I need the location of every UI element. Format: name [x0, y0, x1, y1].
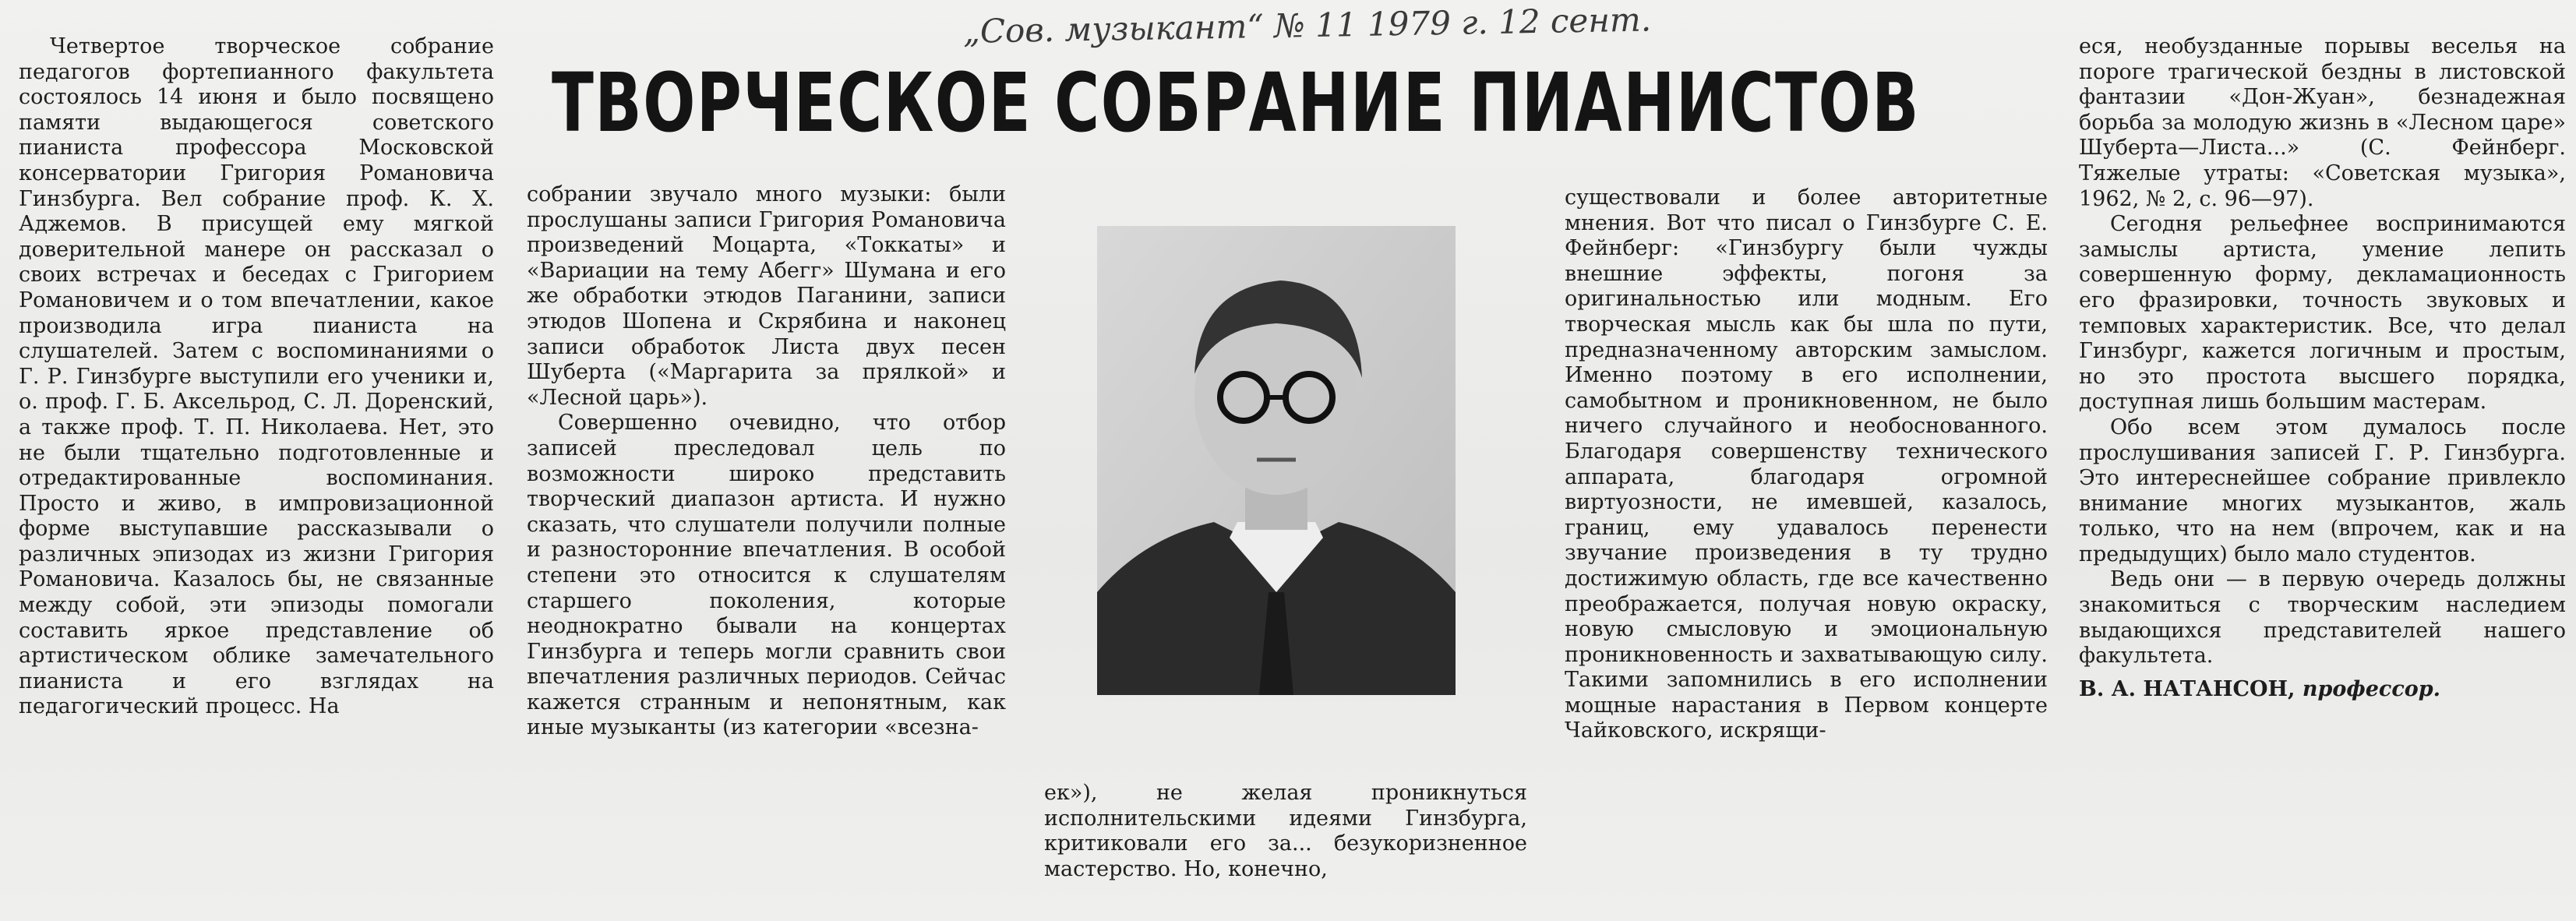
article-column-5: [2079, 34, 2566, 919]
portrait-photo: [1097, 226, 1456, 695]
paragraph: Обо всем этом думалось после прослушивания записей Г. Р. Гинзбурга. Это интереснейшее собрание привлекло внимание многих музыкантов, жаль только, что на нем (впрочем, как и на предыдущих) было мало студентов.: [2079, 415, 2566, 566]
paragraph: существовали и более авторитетные мнения. Вот что писал о Гинзбурге С. Е. Фейнберг: «Гинзбургу были чужды внешние эффекты, погоня за оригинальностью или модным. Его творческая мысль как бы шла по пути, предназначенному авторским замыслом. Именно поэтому в его исполнении, самобытном и проникновенном, не было ничего случайного и необоснованного. Благодаря совершенству технического аппарата, благодаря огромной виртуозности, не имевшей, казалось, границ, ему удавалось перенести звучание произведения в ту трудно достижимую область, где все качественно преображается, получая новую окраску, новую смысловую и эмоциональную проникновенность и захватывающую силу. Такими запомнились в его исполнении мощные нарастания в Первом концерте Чайковского, искрящи-: [1565, 185, 2048, 743]
article-column-3: [1044, 781, 1527, 919]
article-column-4: [1565, 185, 2048, 919]
handwritten-source-note: „Сов. музыкант“ № 11 1979 г. 12 сент.: [962, 0, 1652, 51]
paragraph: еся, необузданные порывы веселья на пороге трагической бездны в листовской фантазии «Дон-Жуан», безнадежная борьба за молодую жизнь в «Лесном царе» Шуберта—Листа...» (С. Фейнберг. Тяжелые утраты: «Советская музыка», 1962, № 2, с. 96—97).: [2079, 34, 2566, 211]
author-title: профессор.: [2302, 676, 2441, 701]
article-column-1: [19, 34, 494, 919]
portrait-photo-icon: [1097, 226, 1456, 695]
paragraph: ек»), не желая проникнуться исполнительскими идеями Гинзбурга, критиковали его за... безукоризненное мастерство. Но, конечно,: [1044, 781, 1527, 881]
article-headline: ТВОРЧЕСКОЕ СОБРАНИЕ ПИАНИСТОВ: [552, 55, 1921, 150]
paragraph: Совершенно очевидно, что отбор записей преследовал цель по возможности широко представить творческий диапазон артиста. И нужно сказать, что слушатели получили полные и разносторонние впечатления. В особой степени это относится к слушателям старшего поколения, которые неоднократно бывали на концертах Гинзбурга и теперь могли сравнить свои впечатления различных периодов. Сейчас кажется странным и непонятным, как иные музыканты (из категории «всезна-: [527, 411, 1006, 740]
paragraph: собрании звучало много музыки: были прослушаны записи Григория Романовича произведений Моцарта, «Токкаты» и «Вариации на тему Абегг» Шумана и его же обработки этюдов Паганини, записи этюдов Шопена и Скрябина и наконец записи обработок Листа двух песен Шуберта («Маргарита за прялкой» и «Лесной царь»).: [527, 182, 1006, 410]
article-column-2: [527, 182, 1006, 919]
paragraph: Сегодня рельефнее воспринимаются замыслы артиста, умение лепить совершенную форму, декламационность его фразировки, точность звуковых и темповых характеристик. Все, что делал Гинзбург, кажется логичным и простым, но это простота высшего порядка, доступная лишь большим мастерам.: [2079, 212, 2566, 415]
paragraph: Четвертое творческое собрание педагогов фортепианного факультета состоялось 14 июня и было посвящено памяти выдающегося советского пианиста профессора Московской консерватории Григория Романовича Гинзбурга. Вел собрание проф. К. Х. Аджемов. В присущей ему мягкой доверительной манере он рассказал о своих встречах и беседах с Григорием Романовичем и о том впечатлении, какое производила игра пианиста на слушателей. Затем с воспоминаниями о Г. Р. Гинзбурге выступили его ученики и, о. проф. Г. Б. Аксельрод, С. Л. Доренский, а также проф. Т. П. Николаева. Нет, это не были тщательно подготовленные и отредактированные воспоминания. Просто и живо, в импровизационной форме выступавшие рассказывали о различных эпизодах из жизни Григория Романовича. Казалось бы, не связанные между собой, эти эпизоды помогали составить яркое представление об артистическом облике замечательного пианиста и его взглядах на педагогический процесс. На: [19, 34, 494, 719]
author-name: В. А. НАТАНСОН,: [2079, 676, 2295, 701]
paragraph: Ведь они — в первую очередь должны знакомиться с творческим наследием выдающихся представителей нашего факультета.: [2079, 567, 2566, 669]
author-signature: [2079, 677, 2566, 703]
